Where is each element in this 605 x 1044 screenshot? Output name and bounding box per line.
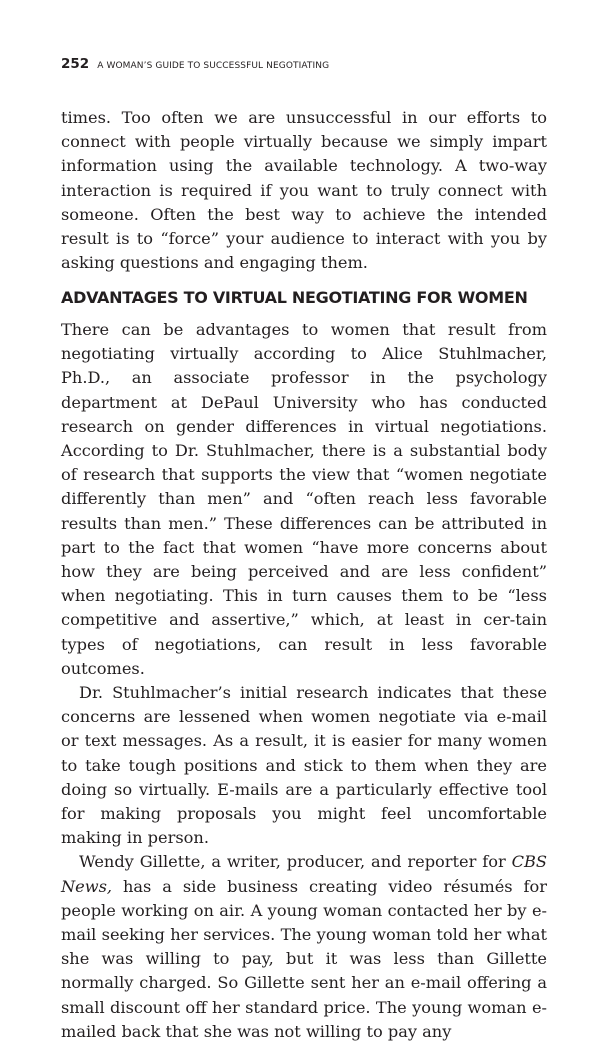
body-paragraph-2: Dr. Stuhlmacher’s initial research indicates that these concerns are lessened when women negotiate via e-mail or text messages. As a result, it is easier for many women to take tough positions and stick to them when they are doing so virtually. E-mails are a particularly effective tool for making proposals you might feel uncomfortable making in person. — [61, 683, 547, 848]
publication-name: CBS News, — [61, 852, 547, 896]
body-paragraph-1: There can be advantages to women that result from negotiating virtually according to Alice Stuhlmacher, Ph.D., an associate professor in the psychology department at DePaul University who has conducted research on gender differences in virtual negotiations. According to Dr. Stuhlmacher, there is a substantial body of research that supports the view that “women negotiate differently than men” and “often reach less favorable results than men.” These differences can be attributed in part to the fact that women “have more concerns about how they are being perceived and are less confident” when negotiating. This in turn causes them to be “less competitive and assertive,” which, at least in cer-tain types of negotiations, can result in less favorable outcomes. — [61, 320, 547, 678]
paragraph-3-start: Wendy Gillette, a writer, producer, and reporter for — [79, 852, 512, 872]
page-number: 252 — [61, 56, 90, 72]
paragraph-3-rest: has a side business creating video résumés for people working on air. A young woman contacted her by e-mail seeking her services. The young woman told her what she was willing to pay, but it was less than Gillette normally charged. So Gillette sent her an e-mail offering a small discount off her standard price. The young woman e-mailed back that she was not willing to pay any — [61, 876, 547, 1041]
running-head — [61, 55, 329, 72]
book-title: A WOMAN’S GUIDE TO SUCCESSFUL NEGOTIATING — [97, 61, 330, 71]
section-heading: ADVANTAGES TO VIRTUAL NEGOTIATING FOR WOMEN — [61, 288, 528, 307]
section-body — [61, 318, 547, 1044]
intro-text-block — [61, 106, 547, 275]
body-paragraph-3 — [61, 850, 547, 1044]
intro-paragraph: times. Too often we are unsuccessful in our efforts to connect with people virtually because we simply impart information using the available technology. A two-way interaction is required if you want to truly connect with someone. Often the best way to achieve the intended result is to “force” your audience to interact with you by asking questions and engaging them. — [61, 108, 547, 273]
